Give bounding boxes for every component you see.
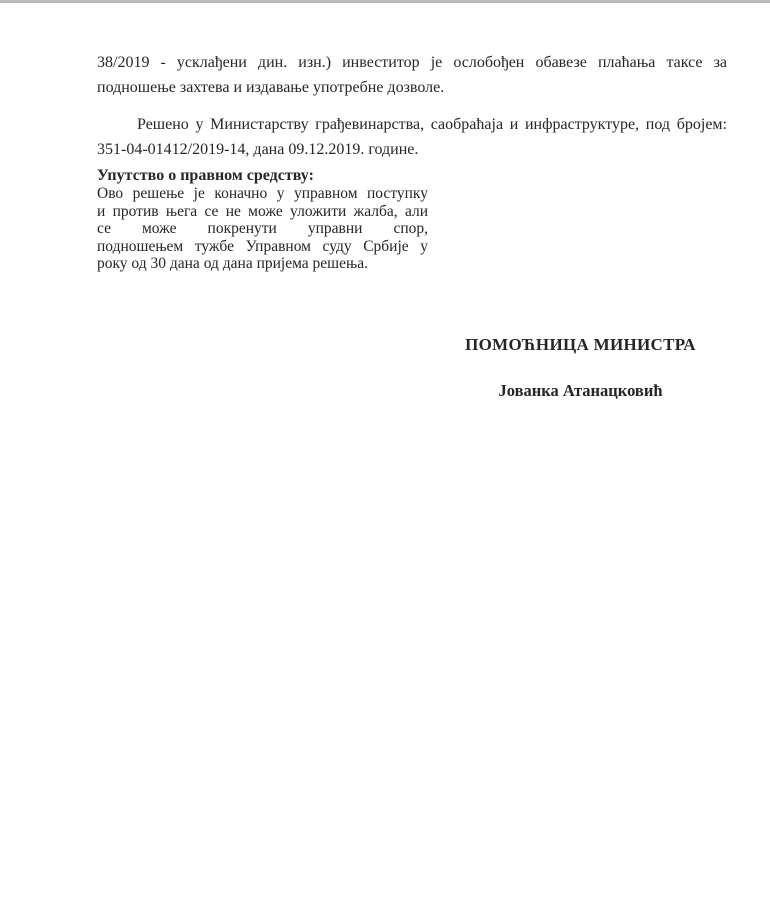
text-line: се може покренути управни спор,	[97, 220, 428, 237]
signature-name: Јованка Атанацковић	[498, 380, 663, 400]
legal-remedy-heading: Упутство о правном средству:	[97, 167, 314, 184]
page-content	[97, 50, 727, 400]
text-line: Ово решење је коначно у управном поступку	[97, 185, 428, 202]
continuation-paragraph	[97, 50, 727, 100]
text-line: 38/2019 - усклађени дин. изн.) инвеститор је ослобођен обавезе плаћања таксе за	[97, 54, 727, 71]
text-line: подношењем тужбе Управном суду Србије у	[97, 237, 428, 255]
signature-block	[440, 335, 721, 400]
signature-title: ПОМОЋНИЦА МИНИСТРА	[465, 334, 696, 354]
text-line: 351-04-01412/2019-14, дана 09.12.2019. године.	[97, 141, 419, 158]
text-line: и против њега се не може уложити жалба, али	[97, 202, 428, 220]
text-line: Решено у Министарству грађевинарства, саобраћаја и инфраструктуре, под бројем:	[137, 116, 727, 133]
resolution-paragraph	[97, 112, 727, 162]
text-line: року од 30 дана од дана пријема решења.	[97, 255, 368, 272]
text-line: подношење захтева и издавање употребне дозволе.	[97, 79, 445, 96]
legal-remedy-body	[97, 185, 428, 273]
page-scan-top-edge	[0, 0, 770, 3]
